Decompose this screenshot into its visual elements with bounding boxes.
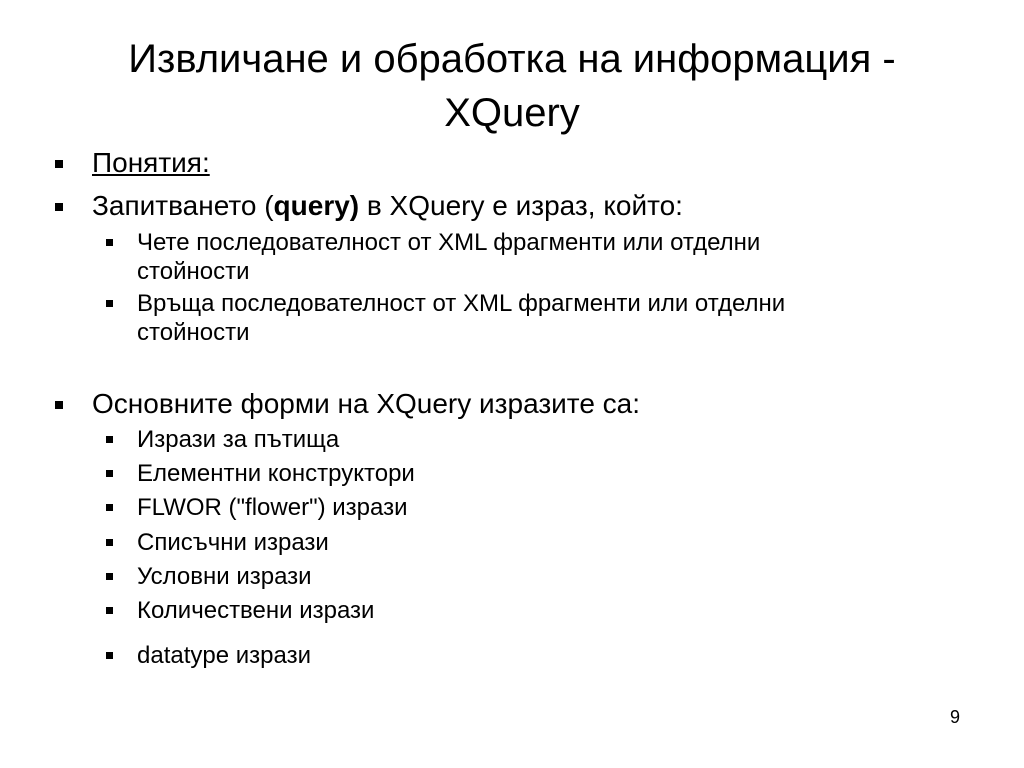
square-bullet-icon xyxy=(106,300,113,307)
square-bullet-icon xyxy=(106,470,113,477)
reads-line-2: стойности xyxy=(137,258,250,285)
square-bullet-icon xyxy=(106,607,113,614)
bullet-item-concepts xyxy=(92,146,210,180)
list-item xyxy=(137,641,311,670)
square-bullet-icon xyxy=(106,436,113,443)
square-bullet-icon xyxy=(55,401,63,409)
query-intro-after: в XQuery е израз, който: xyxy=(359,190,683,221)
slide-title xyxy=(0,32,1024,140)
query-intro-bold: query) xyxy=(273,190,360,221)
form-label: Списъчни изрази xyxy=(137,529,329,556)
form-label: Елементни конструктори xyxy=(137,460,415,487)
concepts-label: Понятия: xyxy=(92,147,210,178)
title-line-2: XQuery xyxy=(444,91,580,135)
title-line-1: Извличане и обработка на информация - xyxy=(128,37,896,81)
reads-line-1: Чете последователност от XML фрагменти или отделни xyxy=(137,229,761,256)
square-bullet-icon xyxy=(55,203,63,211)
page-number: 9 xyxy=(949,707,960,727)
sub-bullet-item-returns xyxy=(137,289,785,347)
form-label: Количествени изрази xyxy=(137,597,375,624)
form-label: Условни изрази xyxy=(137,563,312,590)
list-item xyxy=(137,459,415,488)
returns-line-1: Връща последователност от XML фрагменти или отделни xyxy=(137,290,786,317)
form-label: datatype изрази xyxy=(137,642,311,669)
returns-line-2: стойности xyxy=(137,319,250,346)
form-label: FLWOR ("flower") изрази xyxy=(137,494,408,521)
forms-heading: Основните форми на XQuery изразите са: xyxy=(92,388,641,419)
square-bullet-icon xyxy=(106,504,113,511)
list-item xyxy=(137,528,329,557)
square-bullet-icon xyxy=(106,573,113,580)
list-item xyxy=(137,562,312,591)
list-item xyxy=(137,596,374,625)
sub-bullet-item-reads xyxy=(137,228,760,286)
query-intro-before: Запитването ( xyxy=(92,190,274,221)
square-bullet-icon xyxy=(106,539,113,546)
form-label: Изрази за пътища xyxy=(137,426,340,453)
square-bullet-icon xyxy=(106,652,113,659)
square-bullet-icon xyxy=(106,239,113,246)
bullet-item-query xyxy=(92,189,683,223)
list-item xyxy=(137,493,408,522)
list-item xyxy=(137,425,339,454)
square-bullet-icon xyxy=(55,160,63,168)
bullet-item-forms xyxy=(92,387,640,421)
